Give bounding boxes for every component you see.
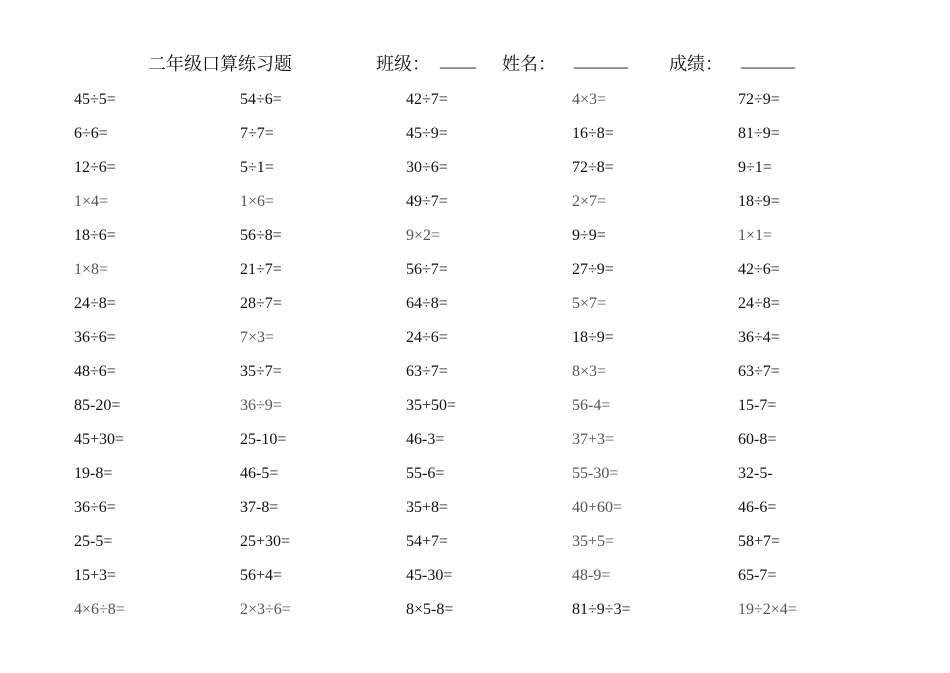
problem-cell: 35+5= [572,533,615,550]
problem-cell: 24÷8= [738,295,780,312]
problem-cell: 48÷6= [74,363,116,380]
problem-cell: 45÷5= [74,91,116,108]
problem-cell: 60-8= [738,431,777,448]
problem-cell: 25-10= [240,431,287,448]
problem-cell: 81÷9= [738,125,780,142]
problem-cell: 42÷6= [738,261,780,278]
problem-cell: 36÷6= [74,499,116,516]
class-blank-line: ____ [440,50,476,70]
problem-cell: 19-8= [74,465,113,482]
problem-cell: 2×7= [572,193,607,210]
worksheet-title: 二年级口算练习题 [148,54,292,74]
problem-cell: 19÷2×4= [738,601,797,618]
problem-cell: 1×4= [74,193,109,210]
problem-cell: 54÷6= [240,91,282,108]
problem-cell: 63÷7= [406,363,448,380]
problem-cell: 45+30= [74,431,125,448]
problem-cell: 35÷7= [240,363,282,380]
problem-grid [74,89,914,633]
problem-cell: 58+7= [738,533,781,550]
problem-cell: 37+3= [572,431,615,448]
score-label: 成绩： [669,54,723,74]
problem-cell: 46-5= [240,465,279,482]
name-blank-line: ______ [574,50,628,70]
problem-cell: 27÷9= [572,261,614,278]
problem-cell: 45-30= [406,567,453,584]
problem-cell: 8×3= [572,363,607,380]
problem-cell: 18÷9= [738,193,780,210]
problem-cell: 30÷6= [406,159,448,176]
problem-cell: 21÷7= [240,261,282,278]
problem-cell: 9×2= [406,227,441,244]
problem-cell: 45÷9= [406,125,448,142]
score-blank-line: ______ [741,50,795,70]
problem-cell: 28÷7= [240,295,282,312]
problem-cell: 42÷7= [406,91,448,108]
problem-cell: 6÷6= [74,125,108,142]
problem-cell: 46-3= [406,431,445,448]
problem-cell: 55-30= [572,465,619,482]
problem-cell: 1×1= [738,227,773,244]
problem-cell: 15-7= [738,397,777,414]
problem-cell: 4×3= [572,91,607,108]
problem-cell: 24÷6= [406,329,448,346]
problem-cell: 64÷8= [406,295,448,312]
problem-cell: 36÷4= [738,329,780,346]
problem-cell: 7÷7= [240,125,274,142]
problem-cell: 5÷1= [240,159,274,176]
problem-cell: 56-4= [572,397,611,414]
problem-cell: 25+30= [240,533,291,550]
name-label: 姓名： [502,54,556,74]
problem-cell: 32-5- [738,465,773,482]
problem-cell: 7×3= [240,329,275,346]
problem-cell: 72÷8= [572,159,614,176]
problem-cell: 81÷9÷3= [572,601,631,618]
problem-cell: 9÷1= [738,159,772,176]
problem-cell: 40+60= [572,499,623,516]
problem-cell: 24÷8= [74,295,116,312]
problem-cell: 8×5-8= [406,601,454,618]
problem-cell: 48-9= [572,567,611,584]
problem-cell: 18÷6= [74,227,116,244]
problem-cell: 49÷7= [406,193,448,210]
problem-cell: 56÷7= [406,261,448,278]
problem-cell: 4×6÷8= [74,601,125,618]
problem-cell: 12÷6= [74,159,116,176]
problem-cell: 36÷9= [240,397,282,414]
problem-cell: 25-5= [74,533,113,550]
problem-cell: 18÷9= [572,329,614,346]
problem-cell: 56+4= [240,567,283,584]
problem-cell: 72÷9= [738,91,780,108]
problem-cell: 35+8= [406,499,449,516]
problem-cell: 65-7= [738,567,777,584]
problem-cell: 16÷8= [572,125,614,142]
problem-cell: 56÷8= [240,227,282,244]
problem-cell: 35+50= [406,397,457,414]
class-label: 班级： [376,54,430,74]
problem-cell: 54+7= [406,533,449,550]
problem-cell: 1×6= [240,193,275,210]
problem-cell: 1×8= [74,261,109,278]
problem-cell: 85-20= [74,397,121,414]
problem-cell: 36÷6= [74,329,116,346]
problem-cell: 46-6= [738,499,777,516]
problem-cell: 37-8= [240,499,279,516]
problem-cell: 55-6= [406,465,445,482]
problem-cell: 5×7= [572,295,607,312]
problem-cell: 9÷9= [572,227,606,244]
worksheet-header [0,50,950,78]
problem-cell: 63÷7= [738,363,780,380]
problem-cell: 2×3÷6= [240,601,291,618]
problem-cell: 15+3= [74,567,117,584]
